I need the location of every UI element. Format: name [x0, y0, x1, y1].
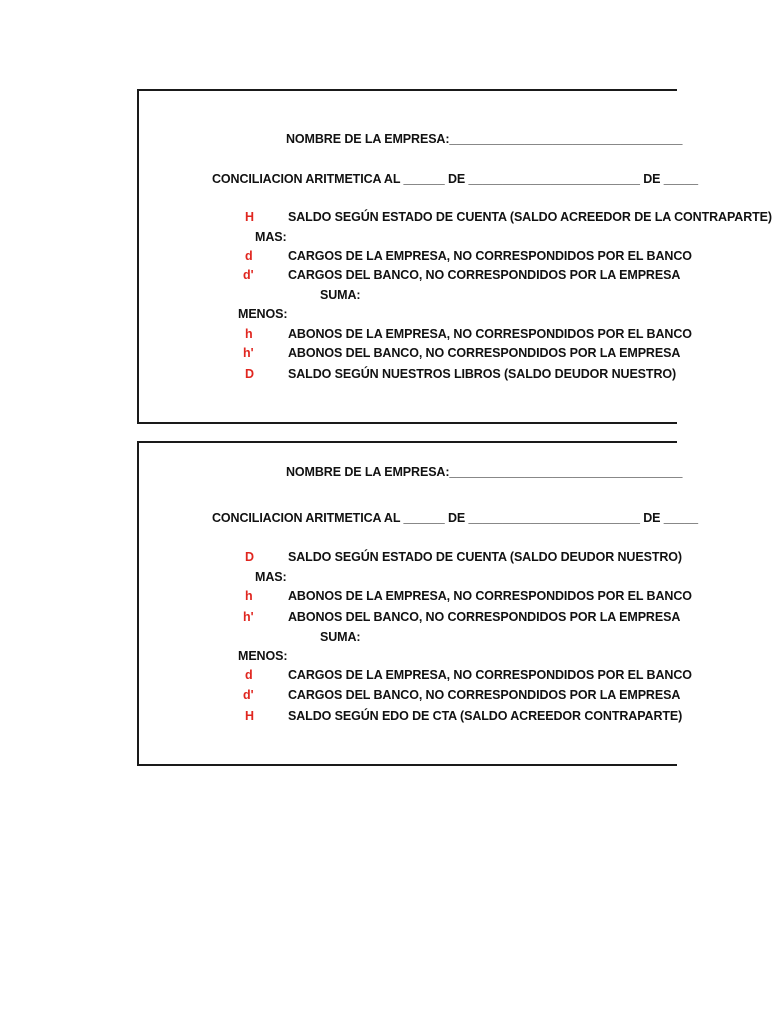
reconciliation-date-line: CONCILIACION ARITMETICA AL ______ DE _________________________ DE _____: [212, 172, 698, 186]
reconciliation-date-line: CONCILIACION ARITMETICA AL ______ DE _________________________ DE _____: [212, 511, 698, 525]
plus-item-2-label: CARGOS DEL BANCO, NO CORRESPONDIDOS POR LA EMPRESA: [288, 268, 681, 282]
plus-item-1-code: d: [245, 249, 253, 263]
company-name-line: NOMBRE DE LA EMPRESA:__________________________________: [286, 132, 683, 146]
reconciliation-form-1: [137, 89, 772, 424]
plus-item-1-label: CARGOS DE LA EMPRESA, NO CORRESPONDIDOS POR EL BANCO: [288, 249, 692, 263]
minus-item-2-label: ABONOS DEL BANCO, NO CORRESPONDIDOS POR LA EMPRESA: [288, 346, 681, 360]
minus-item-2-label: CARGOS DEL BANCO, NO CORRESPONDIDOS POR LA EMPRESA: [288, 688, 681, 702]
minus-item-1-label: CARGOS DE LA EMPRESA, NO CORRESPONDIDOS POR EL BANCO: [288, 668, 692, 682]
minus-label: MENOS:: [238, 649, 288, 663]
plus-item-1-code: h: [245, 589, 253, 603]
minus-item-2-code: d': [243, 688, 254, 702]
minus-label: MENOS:: [238, 307, 288, 321]
sum-label: SUMA:: [320, 630, 361, 644]
form-1-content: [139, 91, 772, 422]
reconciliation-form-2: [137, 441, 698, 766]
start-balance-label: SALDO SEGÚN ESTADO DE CUENTA (SALDO ACREEDOR DE LA CONTRAPARTE): [288, 210, 772, 224]
plus-item-1-label: ABONOS DE LA EMPRESA, NO CORRESPONDIDOS POR EL BANCO: [288, 589, 692, 603]
minus-item-1-code: d: [245, 668, 253, 682]
plus-label: MAS:: [255, 570, 287, 584]
minus-item-1-code: h: [245, 327, 253, 341]
start-balance-code: H: [245, 210, 255, 224]
result-balance-label: SALDO SEGÚN EDO DE CTA (SALDO ACREEDOR CONTRAPARTE): [288, 709, 683, 723]
minus-item-1-label: ABONOS DE LA EMPRESA, NO CORRESPONDIDOS POR EL BANCO: [288, 327, 692, 341]
start-balance-label: SALDO SEGÚN ESTADO DE CUENTA (SALDO DEUDOR NUESTRO): [288, 550, 682, 564]
plus-item-2-code: h': [243, 610, 254, 624]
plus-label: MAS:: [255, 230, 287, 244]
minus-item-2-code: h': [243, 346, 254, 360]
company-name-line: NOMBRE DE LA EMPRESA:__________________________________: [286, 465, 683, 479]
form-2-content: [139, 443, 698, 764]
result-balance-code: D: [245, 367, 255, 381]
plus-item-2-code: d': [243, 268, 254, 282]
result-balance-label: SALDO SEGÚN NUESTROS LIBROS (SALDO DEUDOR NUESTRO): [288, 367, 677, 381]
start-balance-code: D: [245, 550, 255, 564]
plus-item-2-label: ABONOS DEL BANCO, NO CORRESPONDIDOS POR LA EMPRESA: [288, 610, 681, 624]
sum-label: SUMA:: [320, 288, 361, 302]
result-balance-code: H: [245, 709, 255, 723]
